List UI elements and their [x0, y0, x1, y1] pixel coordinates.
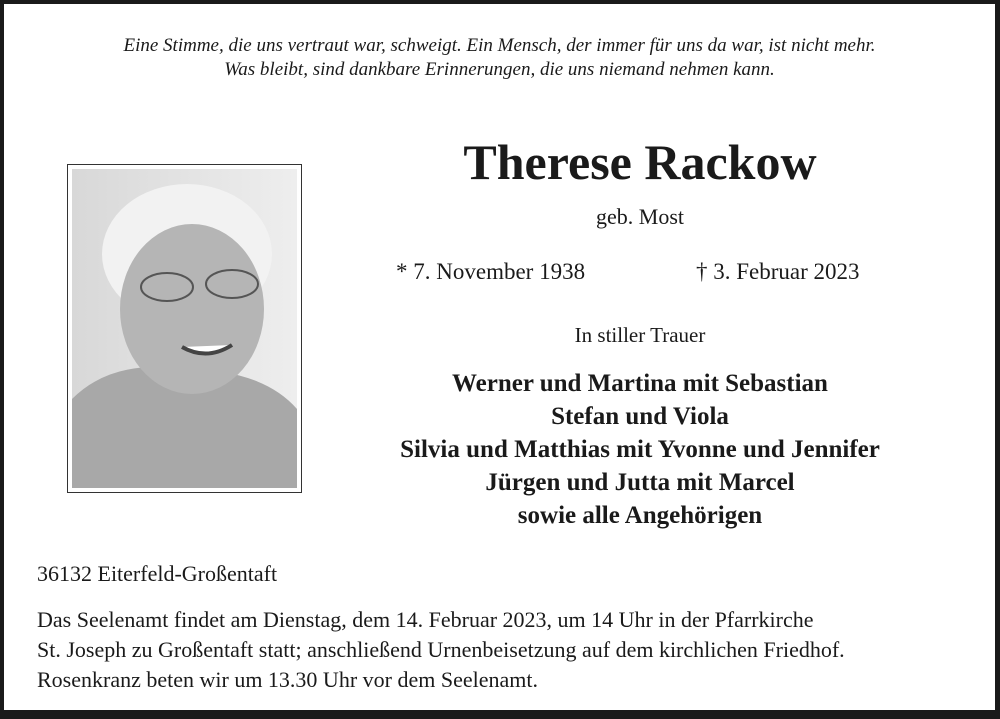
memorial-quote — [4, 34, 995, 82]
place: 36132 Eiterfeld-Großentaft — [37, 561, 278, 586]
family-member: Silvia und Matthias mit Yvonne und Jennifer — [400, 436, 880, 463]
death-date: † 3. Februar 2023 — [696, 259, 860, 284]
birth-date: * 7. November 1938 — [396, 259, 586, 284]
family-member: Stefan und Viola — [551, 403, 729, 430]
mourning-intro: In stiller Trauer — [574, 323, 706, 347]
family-member: sowie alle Angehörigen — [517, 502, 763, 529]
service-line: Das Seelenamt findet am Dienstag, dem 14. Februar 2023, um 14 Uhr in der Pfarrkirche — [37, 607, 814, 632]
service-line: Rosenkranz beten wir um 13.30 Uhr vor dem Seelenamt. — [37, 667, 538, 692]
service-info — [37, 605, 845, 695]
family-list — [334, 367, 946, 532]
family-member: Werner und Martina mit Sebastian — [452, 370, 828, 397]
family-member: Jürgen und Jutta mit Marcel — [485, 469, 795, 496]
quote-line: Was bleibt, sind dankbare Erinnerungen, die uns niemand nehmen kann. — [224, 59, 775, 80]
quote-line: Eine Stimme, die uns vertraut war, schweigt. Ein Mensch, der immer für uns da war, ist nicht mehr. — [123, 35, 876, 56]
deceased-name: Therese Rackow — [463, 134, 817, 190]
obituary-notice — [4, 4, 995, 710]
service-line: St. Joseph zu Großentaft statt; anschließend Urnenbeisetzung auf dem kirchlichen Friedhof. — [37, 637, 845, 662]
birth-name: geb. Most — [596, 204, 684, 229]
portrait-image — [72, 169, 297, 488]
portrait-photo — [67, 164, 302, 493]
